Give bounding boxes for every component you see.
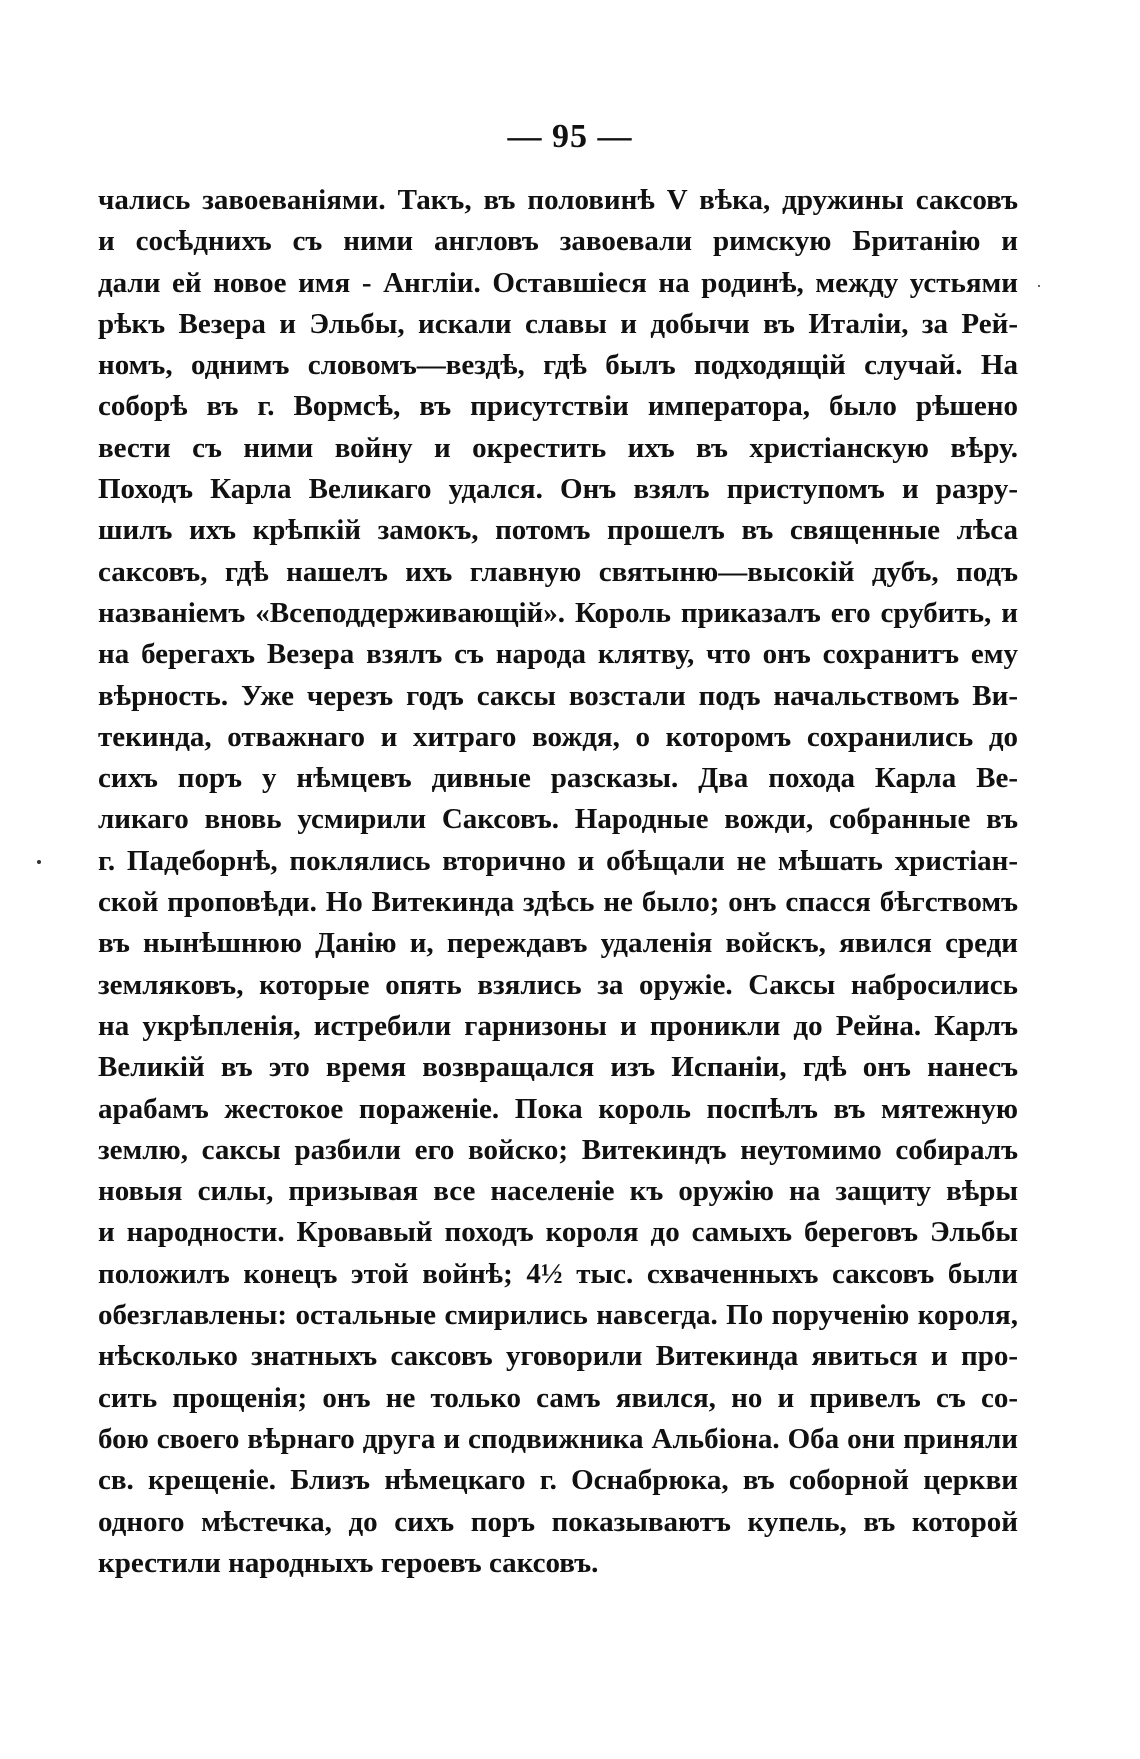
text-line: рѣкъ Везера и Эльбы, искали славы и добычи въ Италіи, за Рей- xyxy=(98,307,1018,340)
text-line: ской проповѣди. Но Витекинда здѣсь не было; онъ спасся бѣгствомъ xyxy=(98,886,1018,919)
text-line: землю, саксы разбили его войско; Витекиндъ неутомимо собиралъ xyxy=(98,1133,1018,1166)
text-line: шилъ ихъ крѣпкій замокъ, потомъ прошелъ въ священные лѣса xyxy=(98,514,1018,547)
text-line: г. Падеборнѣ, поклялись вторично и обѣщали не мѣшать христіан- xyxy=(98,844,1018,877)
text-line: ликаго вновь усмирили Саксовъ. Народные вожди, собранные въ xyxy=(98,803,1018,836)
page-number: — 95 — xyxy=(507,118,633,155)
print-speck xyxy=(37,860,41,864)
text-line: сихъ поръ у нѣмцевъ дивные разсказы. Два похода Карла Ве- xyxy=(98,762,1018,795)
text-line: Походъ Карла Великаго удался. Онъ взялъ приступомъ и разру- xyxy=(98,473,1018,506)
text-line: бою своего вѣрнаго друга и сподвижника Альбіона. Оба они приняли xyxy=(98,1422,1018,1455)
text-line: обезглавлены: остальные смирились навсегда. По порученію короля, xyxy=(98,1299,1018,1332)
text-line: на берегахъ Везера взялъ съ народа клятву, что онъ сохранитъ ему xyxy=(98,638,1018,671)
text-line: св. крещеніе. Близъ нѣмецкаго г. Оснабрюка, въ соборной церкви xyxy=(98,1464,1018,1497)
text-line: чались завоеваніями. Такъ, въ половинѣ V вѣка, дружины саксовъ xyxy=(98,184,1018,216)
text-line: новыя силы, призывая все населеніе къ оружію на защиту вѣры xyxy=(98,1175,1018,1208)
text-line: дали ей новое имя - Англіи. Оставшіеся на родинѣ, между устьями xyxy=(98,266,1018,299)
text-line: одного мѣстечка, до сихъ поръ показываютъ купель, въ которой xyxy=(98,1505,1018,1538)
body-text xyxy=(98,180,1018,1584)
text-line: Великій въ это время возвращался изъ Испаніи, гдѣ онъ нанесъ xyxy=(98,1051,1018,1084)
text-line: названіемъ «Всеподдерживающій». Король приказалъ его срубить, и xyxy=(98,596,1018,629)
text-line: и сосѣднихъ съ ними англовъ завоевали римскую Британію и xyxy=(98,225,1018,258)
text-line: положилъ конецъ этой войнѣ; 4½ тыс. схваченныхъ саксовъ были xyxy=(98,1257,1018,1290)
text-line: номъ, однимъ словомъ—вездѣ, гдѣ былъ подходящій случай. На xyxy=(98,349,1018,382)
text-line: нѣсколько знатныхъ саксовъ уговорили Витекинда явиться и про- xyxy=(98,1340,1018,1373)
text-line: и народности. Кровавый походъ короля до самыхъ береговъ Эльбы xyxy=(98,1216,1018,1249)
text-line: саксовъ, гдѣ нашелъ ихъ главную святыню—высокій дубъ, подъ xyxy=(98,555,1018,588)
text-line: вести съ ними войну и окрестить ихъ въ христіанскую вѣру. xyxy=(98,431,1018,464)
text-line: текинда, отважнаго и хитраго вождя, о которомъ сохранились до xyxy=(98,720,1018,753)
text-line: крестили народныхъ героевъ саксовъ. xyxy=(98,1546,599,1579)
text-line: на укрѣпленія, истребили гарнизоны и проникли до Рейна. Карлъ xyxy=(98,1009,1018,1042)
text-line: соборѣ въ г. Вормсѣ, въ присутствіи императора, было рѣшено xyxy=(98,390,1018,423)
print-speck xyxy=(1038,285,1040,287)
text-line: арабамъ жестокое пораженіе. Пока король поспѣлъ въ мятежную xyxy=(98,1092,1018,1125)
text-line: вѣрность. Уже черезъ годъ саксы возстали подъ начальствомъ Ви- xyxy=(98,679,1018,712)
text-line: земляковъ, которые опять взялись за оружіе. Саксы набросились xyxy=(98,968,1018,1001)
text-line: въ нынѣшнюю Данію и, переждавъ удаленія войскъ, явился среди xyxy=(98,927,1018,960)
text-line: сить прощенія; онъ не только самъ явился, но и привелъ съ со- xyxy=(98,1381,1018,1414)
